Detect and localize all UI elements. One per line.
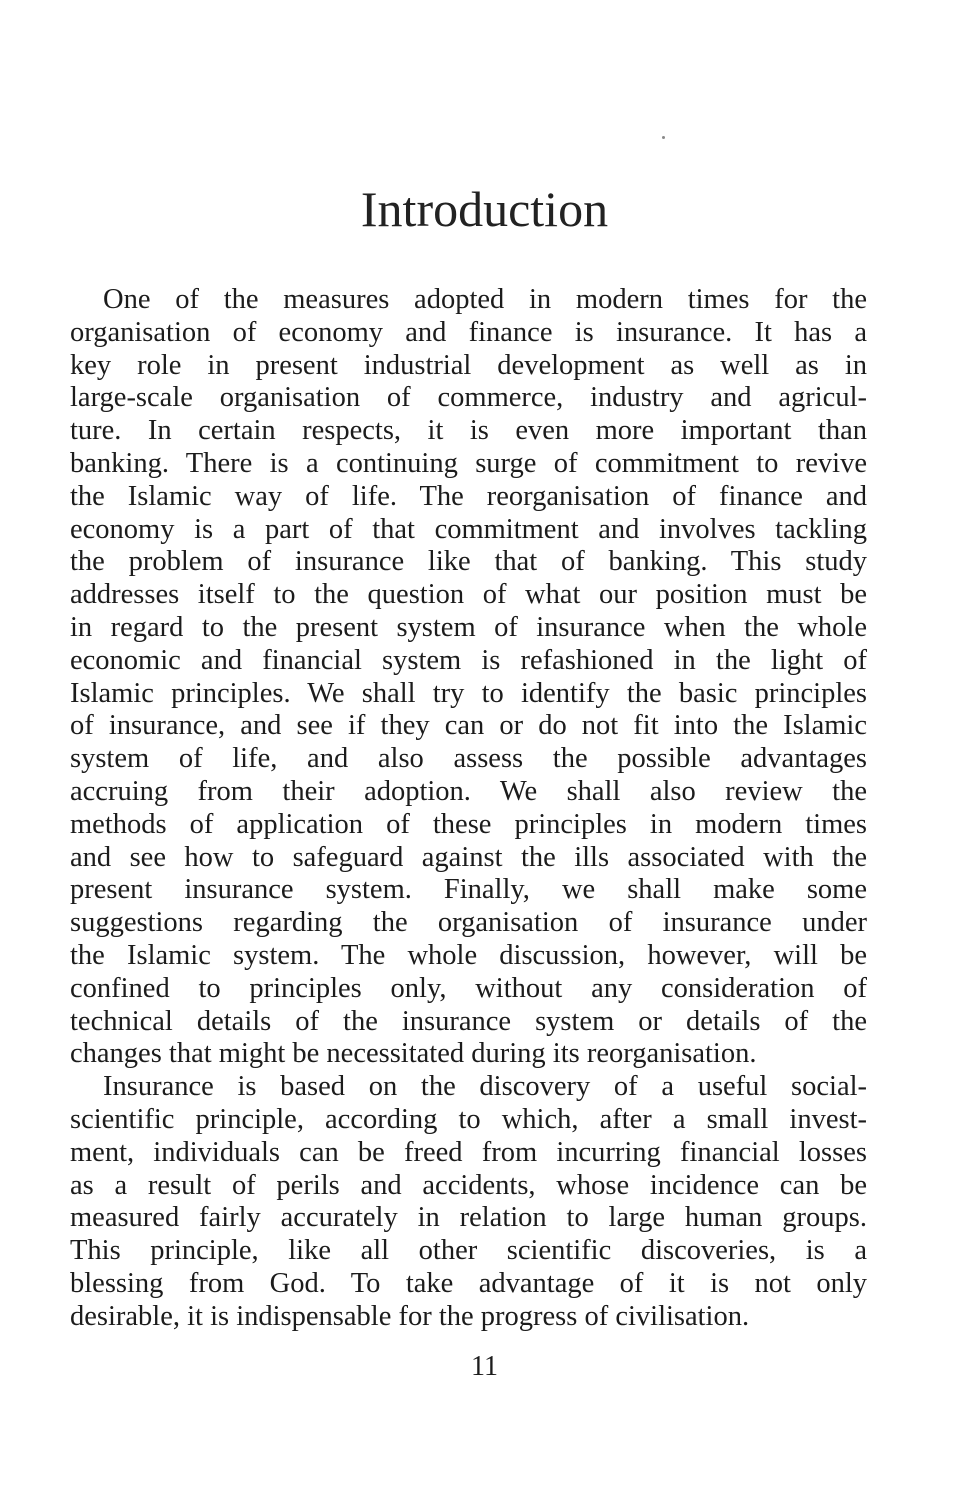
text-line: organisation of economy and finance is insurance. It has a	[70, 316, 867, 348]
print-speck	[662, 136, 665, 139]
text-line: blessing from God. To take advantage of it is not only	[70, 1267, 867, 1299]
text-line: economic and financial system is refashioned in the light of	[70, 644, 867, 676]
text-line: methods of application of these principles in modern times	[70, 808, 867, 840]
text-line: accruing from their adoption. We shall also review the	[70, 775, 867, 807]
text-line: key role in present industrial development as well as in	[70, 349, 867, 381]
body-text	[70, 284, 867, 1334]
text-line: large-scale organisation of commerce, industry and agricul-	[70, 382, 867, 414]
text-line: Islamic principles. We shall try to identify the basic principles	[70, 677, 867, 709]
text-line: changes that might be necessitated during its reorganisation.	[70, 1038, 757, 1070]
chapter-title: Introduction	[360, 181, 609, 237]
text-line: the Islamic system. The whole discussion, however, will be	[70, 939, 867, 971]
paragraph-2	[70, 1071, 867, 1333]
text-line: as a result of perils and accidents, whose incidence can be	[70, 1169, 867, 1201]
text-line: banking. There is a continuing surge of commitment to revive	[70, 447, 867, 479]
text-line: the problem of insurance like that of banking. This study	[70, 546, 867, 578]
text-line: system of life, and also assess the possible advantages	[70, 743, 867, 775]
text-line: One of the measures adopted in modern times for the	[103, 284, 867, 315]
text-line: addresses itself to the question of what our position must be	[70, 579, 867, 611]
text-line: confined to principles only, without any consideration of	[70, 972, 867, 1004]
paragraph-1	[70, 284, 867, 1071]
text-line: the Islamic way of life. The reorganisation of finance and	[70, 480, 867, 512]
text-line: and see how to safeguard against the ills associated with the	[70, 841, 867, 873]
text-line: in regard to the present system of insurance when the whole	[70, 611, 867, 643]
text-line: scientific principle, according to which, after a small invest-	[70, 1103, 867, 1135]
text-line: This principle, like all other scientific discoveries, is a	[70, 1235, 867, 1267]
text-line: technical details of the insurance system or details of the	[70, 1005, 867, 1037]
text-line: Insurance is based on the discovery of a useful social-	[103, 1071, 867, 1103]
text-line: measured fairly accurately in relation to large human groups.	[70, 1202, 867, 1234]
text-line: suggestions regarding the organisation of insurance under	[70, 907, 867, 939]
text-line: ture. In certain respects, it is even more important than	[70, 415, 867, 447]
text-line: economy is a part of that commitment and involves tackling	[70, 513, 867, 545]
text-line: ment, individuals can be freed from incurring financial losses	[70, 1136, 867, 1168]
text-line: desirable, it is indispensable for the progress of civilisation.	[70, 1300, 750, 1332]
page-number: 11	[471, 1351, 498, 1382]
text-line: present insurance system. Finally, we shall make some	[70, 874, 867, 906]
text-line: of insurance, and see if they can or do not fit into the Islamic	[70, 710, 867, 742]
